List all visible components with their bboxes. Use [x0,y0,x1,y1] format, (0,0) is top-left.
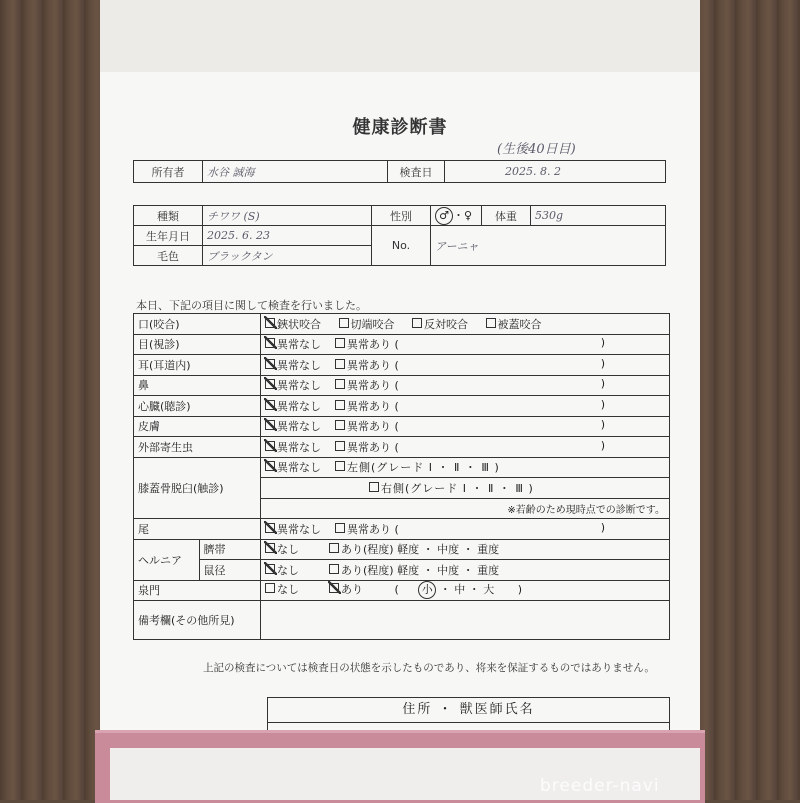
weight-label: 体重 [482,206,531,226]
owner-label: 所有者 [134,161,203,183]
patella-ok: 異常なし [277,461,321,475]
fontanelle-close-paren: ) [517,583,523,597]
bite-option-underbite: 反対咬合 [424,317,468,331]
checkbox-icon [335,523,345,533]
checkbox-checked-icon [265,359,275,369]
exam-row-bite [134,314,670,335]
breed-label: 種類 [134,206,203,226]
eyes-close-paren: ) [600,336,605,350]
exam-row-nose [134,375,670,396]
parasites-close-paren: ) [600,438,605,452]
fontanelle-none: なし [277,583,299,597]
paper-shadow [100,0,700,72]
exam-row-fontanelle [134,580,670,601]
nose-ok: 異常なし [277,379,321,393]
nose-close-paren: ) [600,377,605,391]
owner-table [133,160,666,183]
fontanelle-size-options: ・ 中 ・ 大 [439,583,495,597]
exam-row-skin [134,416,670,437]
sex-separator: ・ [453,208,464,222]
remarks-label: 備考欄(その他所見) [134,601,261,640]
weight-value: 530g [531,206,666,226]
checkbox-icon [335,441,345,451]
umbilical-some: あり(程度) 軽度 ・ 中度 ・ 重度 [341,543,500,557]
checkbox-icon [335,359,345,369]
fontanelle-small-circled: 小 [418,581,436,599]
nose-ng: 異常あり ( [347,379,399,393]
no-value: アーニャ [431,226,666,266]
breed-value: チワワ (S) [203,206,372,226]
watermark: breeder-navi [540,776,660,796]
eyes-ng: 異常あり ( [347,338,399,352]
checkbox-icon [335,379,345,389]
checkbox-icon [335,420,345,430]
owner-value: 水谷 誠海 [203,161,388,183]
nose-label: 鼻 [134,375,261,396]
skin-close-paren: ) [600,418,605,432]
hernia-inguinal-label: 鼠径 [199,560,260,581]
patella-right: 右側(グレード Ⅰ ・ Ⅱ ・ Ⅲ ) [381,481,534,495]
hernia-umbilical-label: 臍帯 [199,539,260,560]
eyes-label: 目(視診) [134,334,261,355]
checkbox-checked-icon [265,420,275,430]
exam-row-parasites [134,437,670,458]
checkbox-icon [329,564,339,574]
heart-ok: 異常なし [277,399,321,413]
checkbox-checked-icon [265,461,275,471]
bite-option-scissor: 鋏状咬合 [277,317,321,331]
checkbox-icon [486,318,496,328]
checkbox-checked-icon [265,338,275,348]
exam-row-hernia-umbilical [134,539,670,560]
patella-left: 左側(グレード Ⅰ ・ Ⅱ ・ Ⅲ ) [347,461,500,475]
bite-option-level: 切端咬合 [350,317,395,331]
checkbox-icon [369,482,379,492]
umbilical-none: なし [277,543,299,557]
document-title: 健康診断書 [352,117,448,138]
checkbox-icon [335,338,345,348]
exam-row-eyes [134,334,670,355]
bite-label: 口(咬合) [134,314,261,335]
exam-row-ears [134,355,670,376]
skin-label: 皮膚 [134,416,261,437]
dob-label: 生年月日 [134,226,203,246]
exam-row-heart [134,396,670,417]
color-value: ブラックタン [203,246,372,266]
fontanelle-some: あり [341,583,363,597]
ears-ok: 異常なし [277,358,321,372]
pet-table [133,205,666,266]
exam-row-tail [134,519,670,540]
heart-ng: 異常あり ( [347,399,399,413]
checkbox-icon [339,318,349,328]
tail-close-paren: ) [600,520,605,534]
tail-label: 尾 [134,519,261,540]
skin-ng: 異常あり ( [347,420,399,434]
eyes-ok: 異常なし [277,338,321,352]
parasites-ng: 異常あり ( [347,440,399,454]
checkbox-checked-icon [329,583,339,593]
checkbox-checked-icon [265,400,275,410]
sex-label: 性別 [372,206,431,226]
ears-close-paren: ) [600,356,605,370]
exam-table [133,313,670,640]
exam-row-patella [134,457,670,478]
checkbox-icon [412,318,422,328]
tail-ok: 異常なし [277,522,321,536]
heart-close-paren: ) [600,397,605,411]
checkbox-checked-icon [265,441,275,451]
fontanelle-open-paren: ( [394,583,399,597]
exam-row-hernia-inguinal [134,560,670,581]
ears-label: 耳(耳道内) [134,355,261,376]
sex-options [431,206,482,226]
checkbox-icon [335,400,345,410]
ears-ng: 異常あり ( [347,358,399,372]
skin-ok: 異常なし [277,420,321,434]
disclaimer-text: 上記の検査については検査日の状態を示したものであり、将来を保証するものではありません。 [203,662,655,674]
inguinal-some: あり(程度) 軽度 ・ 中度 ・ 重度 [341,563,500,577]
tail-ng: 異常あり ( [347,522,399,536]
inguinal-none: なし [277,563,299,577]
exam-date-value: 2025. 8. 2 [445,161,666,183]
bite-option-overbite: 被蓋咬合 [497,317,542,331]
dob-value: 2025. 6. 23 [203,226,372,246]
checkbox-checked-icon [265,523,275,533]
vet-header: 住所 ・ 獣医師氏名 [268,698,669,723]
color-label: 毛色 [134,246,203,266]
parasites-ok: 異常なし [277,440,321,454]
intro-text: 本日、下記の項目に関して検査を行いました。 [136,299,367,312]
checkbox-checked-icon [265,318,275,328]
remarks-value [261,601,670,640]
age-note: (生後40日目) [497,142,576,157]
checkbox-checked-icon [265,564,275,574]
sex-male-circled: ♂ [435,207,453,225]
checkbox-icon [335,461,345,471]
checkbox-icon [265,583,275,593]
fontanelle-label: 泉門 [134,580,261,601]
hernia-label: ヘルニア [134,539,200,580]
patella-note: ※若齢のため現時点での診断です。 [261,498,670,519]
checkbox-icon [329,543,339,553]
exam-row-remarks [134,601,670,640]
no-label: No. [372,226,431,266]
sex-female: ♀ [464,208,473,222]
patella-label: 膝蓋骨脱臼(触診) [134,457,261,519]
heart-label: 心臓(聴診) [134,396,261,417]
bite-options [261,314,670,335]
checkbox-checked-icon [265,543,275,553]
parasites-label: 外部寄生虫 [134,437,261,458]
exam-date-label: 検査日 [388,161,445,183]
checkbox-checked-icon [265,379,275,389]
